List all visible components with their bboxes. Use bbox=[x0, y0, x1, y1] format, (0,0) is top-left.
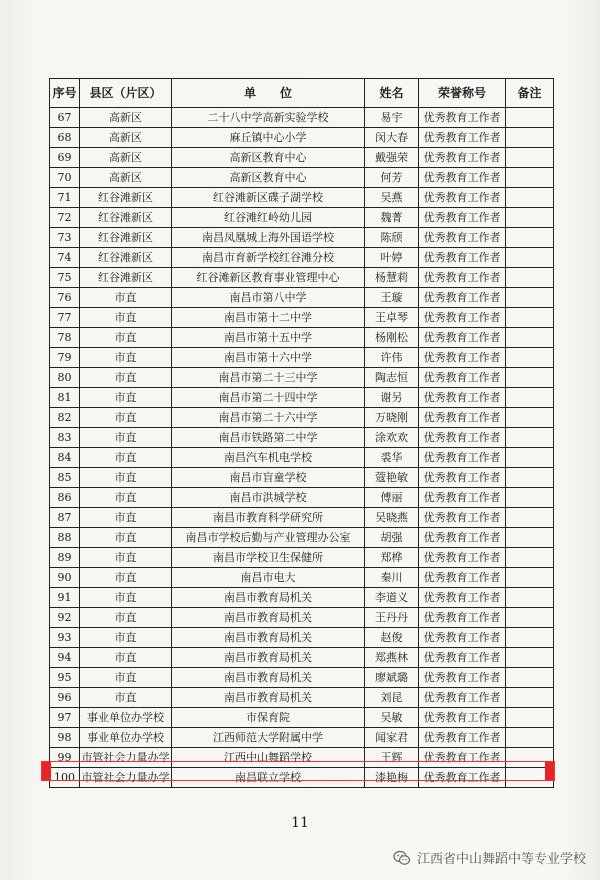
cell-serial: 76 bbox=[50, 288, 80, 308]
cell-serial: 95 bbox=[50, 668, 80, 688]
cell-district: 红谷滩新区 bbox=[80, 208, 172, 228]
cell-remarks bbox=[506, 248, 554, 268]
cell-honor: 优秀教育工作者 bbox=[419, 448, 506, 468]
cell-unit: 二十八中学高新实验学校 bbox=[172, 108, 365, 128]
cell-unit: 南昌市第二十六中学 bbox=[172, 408, 365, 428]
cell-unit: 南昌市第十五中学 bbox=[172, 328, 365, 348]
cell-name: 吴燕 bbox=[365, 188, 419, 208]
table-row bbox=[50, 508, 554, 528]
cell-honor: 优秀教育工作者 bbox=[419, 148, 506, 168]
cell-remarks bbox=[506, 628, 554, 648]
cell-name: 胡强 bbox=[365, 528, 419, 548]
cell-unit: 高新区教育中心 bbox=[172, 148, 365, 168]
cell-district: 高新区 bbox=[80, 108, 172, 128]
header-honor: 荣誉称号 bbox=[419, 79, 506, 108]
cell-name: 何芳 bbox=[365, 168, 419, 188]
cell-name: 刘昆 bbox=[365, 688, 419, 708]
highlight-marker-right bbox=[545, 761, 555, 781]
cell-honor: 优秀教育工作者 bbox=[419, 428, 506, 448]
cell-unit: 麻丘镇中心小学 bbox=[172, 128, 365, 148]
cell-unit: 南昌汽车机电学校 bbox=[172, 448, 365, 468]
cell-serial: 86 bbox=[50, 488, 80, 508]
cell-unit: 南昌市电大 bbox=[172, 568, 365, 588]
cell-remarks bbox=[506, 228, 554, 248]
cell-serial: 69 bbox=[50, 148, 80, 168]
table-row bbox=[50, 628, 554, 648]
cell-remarks bbox=[506, 708, 554, 728]
cell-serial: 100 bbox=[50, 768, 80, 788]
cell-serial: 92 bbox=[50, 608, 80, 628]
cell-unit: 南昌市第十二中学 bbox=[172, 308, 365, 328]
cell-honor: 优秀教育工作者 bbox=[419, 528, 506, 548]
cell-name: 叶婷 bbox=[365, 248, 419, 268]
cell-district: 市管社会力量办学 bbox=[80, 768, 172, 788]
cell-district: 市直 bbox=[80, 668, 172, 688]
cell-district: 市直 bbox=[80, 488, 172, 508]
cell-honor: 优秀教育工作者 bbox=[419, 588, 506, 608]
cell-unit: 南昌市育新学校红谷滩分校 bbox=[172, 248, 365, 268]
cell-unit: 红谷滩新区碟子湖学校 bbox=[172, 188, 365, 208]
cell-district: 红谷滩新区 bbox=[80, 268, 172, 288]
cell-remarks bbox=[506, 528, 554, 548]
cell-district: 高新区 bbox=[80, 148, 172, 168]
cell-serial: 82 bbox=[50, 408, 80, 428]
cell-serial: 67 bbox=[50, 108, 80, 128]
table-row bbox=[50, 708, 554, 728]
cell-district: 市直 bbox=[80, 608, 172, 628]
cell-remarks bbox=[506, 348, 554, 368]
cell-name: 傅丽 bbox=[365, 488, 419, 508]
cell-remarks bbox=[506, 388, 554, 408]
cell-unit: 南昌市第八中学 bbox=[172, 288, 365, 308]
cell-remarks bbox=[506, 588, 554, 608]
table-row bbox=[50, 348, 554, 368]
cell-serial: 78 bbox=[50, 328, 80, 348]
table-row bbox=[50, 268, 554, 288]
cell-remarks bbox=[506, 328, 554, 348]
table-row bbox=[50, 428, 554, 448]
table-row bbox=[50, 588, 554, 608]
table-row bbox=[50, 248, 554, 268]
cell-unit: 江西师范大学附属中学 bbox=[172, 728, 365, 748]
cell-honor: 优秀教育工作者 bbox=[419, 368, 506, 388]
cell-district: 市直 bbox=[80, 428, 172, 448]
cell-honor: 优秀教育工作者 bbox=[419, 188, 506, 208]
cell-serial: 94 bbox=[50, 648, 80, 668]
cell-remarks bbox=[506, 668, 554, 688]
cell-name: 廖斌璐 bbox=[365, 668, 419, 688]
cell-honor: 优秀教育工作者 bbox=[419, 208, 506, 228]
cell-remarks bbox=[506, 688, 554, 708]
cell-name: 许伟 bbox=[365, 348, 419, 368]
cell-honor: 优秀教育工作者 bbox=[419, 108, 506, 128]
cell-district: 市直 bbox=[80, 528, 172, 548]
cell-remarks bbox=[506, 108, 554, 128]
cell-honor: 优秀教育工作者 bbox=[419, 568, 506, 588]
cell-remarks bbox=[506, 168, 554, 188]
cell-honor: 优秀教育工作者 bbox=[419, 728, 506, 748]
table-row bbox=[50, 528, 554, 548]
cell-unit: 南昌市第二十四中学 bbox=[172, 388, 365, 408]
cell-remarks bbox=[506, 368, 554, 388]
cell-unit: 市保育院 bbox=[172, 708, 365, 728]
cell-name: 闻家君 bbox=[365, 728, 419, 748]
cell-honor: 优秀教育工作者 bbox=[419, 348, 506, 368]
cell-unit: 南昌市教育局机关 bbox=[172, 688, 365, 708]
cell-honor: 优秀教育工作者 bbox=[419, 688, 506, 708]
cell-district: 红谷滩新区 bbox=[80, 228, 172, 248]
cell-honor: 优秀教育工作者 bbox=[419, 248, 506, 268]
cell-remarks bbox=[506, 548, 554, 568]
cell-name: 王卓琴 bbox=[365, 308, 419, 328]
cell-name: 杨刚松 bbox=[365, 328, 419, 348]
cell-district: 市直 bbox=[80, 548, 172, 568]
cell-district: 事业单位办学校 bbox=[80, 708, 172, 728]
cell-unit: 江西中山舞蹈学校 bbox=[172, 748, 365, 768]
cell-district: 市直 bbox=[80, 628, 172, 648]
cell-serial: 83 bbox=[50, 428, 80, 448]
wechat-icon bbox=[393, 849, 411, 867]
cell-serial: 75 bbox=[50, 268, 80, 288]
cell-name: 吴晓燕 bbox=[365, 508, 419, 528]
cell-serial: 84 bbox=[50, 448, 80, 468]
table-row bbox=[50, 148, 554, 168]
cell-honor: 优秀教育工作者 bbox=[419, 768, 506, 788]
cell-name: 戴强荣 bbox=[365, 148, 419, 168]
cell-district: 红谷滩新区 bbox=[80, 248, 172, 268]
cell-honor: 优秀教育工作者 bbox=[419, 648, 506, 668]
cell-name: 谢另 bbox=[365, 388, 419, 408]
cell-honor: 优秀教育工作者 bbox=[419, 168, 506, 188]
cell-honor: 优秀教育工作者 bbox=[419, 468, 506, 488]
header-district: 县区（片区） bbox=[80, 79, 172, 108]
cell-district: 市直 bbox=[80, 328, 172, 348]
cell-unit: 南昌市第十六中学 bbox=[172, 348, 365, 368]
cell-serial: 96 bbox=[50, 688, 80, 708]
table-row bbox=[50, 648, 554, 668]
cell-remarks bbox=[506, 608, 554, 628]
header-remarks: 备注 bbox=[506, 79, 554, 108]
cell-serial: 93 bbox=[50, 628, 80, 648]
table-row bbox=[50, 228, 554, 248]
watermark bbox=[393, 848, 586, 867]
cell-district: 高新区 bbox=[80, 128, 172, 148]
cell-serial: 88 bbox=[50, 528, 80, 548]
table-row bbox=[50, 388, 554, 408]
cell-name: 秦川 bbox=[365, 568, 419, 588]
cell-remarks bbox=[506, 428, 554, 448]
cell-remarks bbox=[506, 148, 554, 168]
cell-name: 魏菁 bbox=[365, 208, 419, 228]
cell-remarks bbox=[506, 128, 554, 148]
table-row bbox=[50, 548, 554, 568]
cell-honor: 优秀教育工作者 bbox=[419, 708, 506, 728]
cell-remarks bbox=[506, 188, 554, 208]
cell-serial: 70 bbox=[50, 168, 80, 188]
cell-serial: 79 bbox=[50, 348, 80, 368]
table-row bbox=[50, 168, 554, 188]
cell-district: 市直 bbox=[80, 448, 172, 468]
cell-district: 市管社会力量办学 bbox=[80, 748, 172, 768]
cell-honor: 优秀教育工作者 bbox=[419, 508, 506, 528]
cell-name: 郑桦 bbox=[365, 548, 419, 568]
cell-unit: 南昌市学校后勤与产业管理办公室 bbox=[172, 528, 365, 548]
cell-district: 事业单位办学校 bbox=[80, 728, 172, 748]
table-row bbox=[50, 448, 554, 468]
cell-district: 市直 bbox=[80, 348, 172, 368]
cell-serial: 87 bbox=[50, 508, 80, 528]
table-row bbox=[50, 608, 554, 628]
table-row bbox=[50, 128, 554, 148]
cell-name: 万晓刚 bbox=[365, 408, 419, 428]
cell-serial: 99 bbox=[50, 748, 80, 768]
cell-serial: 89 bbox=[50, 548, 80, 568]
cell-serial: 68 bbox=[50, 128, 80, 148]
cell-serial: 81 bbox=[50, 388, 80, 408]
cell-serial: 98 bbox=[50, 728, 80, 748]
cell-honor: 优秀教育工作者 bbox=[419, 228, 506, 248]
cell-name: 陈颀 bbox=[365, 228, 419, 248]
table-row bbox=[50, 108, 554, 128]
header-unit: 单 位 bbox=[172, 79, 365, 108]
cell-unit: 南昌市教育局机关 bbox=[172, 588, 365, 608]
cell-serial: 72 bbox=[50, 208, 80, 228]
header-serial: 序号 bbox=[50, 79, 80, 108]
cell-name: 赵俊 bbox=[365, 628, 419, 648]
cell-name: 涂欢欢 bbox=[365, 428, 419, 448]
cell-name: 杨慧莉 bbox=[365, 268, 419, 288]
cell-serial: 77 bbox=[50, 308, 80, 328]
cell-name: 裘华 bbox=[365, 448, 419, 468]
cell-remarks bbox=[506, 728, 554, 748]
cell-district: 市直 bbox=[80, 388, 172, 408]
table-row bbox=[50, 208, 554, 228]
cell-unit: 高新区教育中心 bbox=[172, 168, 365, 188]
highlight-marker-left bbox=[41, 761, 51, 781]
cell-district: 市直 bbox=[80, 588, 172, 608]
table-row bbox=[50, 468, 554, 488]
page-number: 11 bbox=[291, 815, 309, 831]
cell-district: 市直 bbox=[80, 288, 172, 308]
cell-district: 市直 bbox=[80, 648, 172, 668]
cell-serial: 85 bbox=[50, 468, 80, 488]
cell-district: 市直 bbox=[80, 308, 172, 328]
cell-honor: 优秀教育工作者 bbox=[419, 748, 506, 768]
header-name: 姓名 bbox=[365, 79, 419, 108]
table-row bbox=[50, 328, 554, 348]
cell-unit: 红谷滩新区教育事业管理中心 bbox=[172, 268, 365, 288]
table-header-row bbox=[50, 79, 554, 108]
cell-honor: 优秀教育工作者 bbox=[419, 268, 506, 288]
cell-unit: 南昌市教育局机关 bbox=[172, 668, 365, 688]
cell-unit: 南昌联立学校 bbox=[172, 768, 365, 788]
table-row bbox=[50, 188, 554, 208]
cell-serial: 71 bbox=[50, 188, 80, 208]
cell-honor: 优秀教育工作者 bbox=[419, 488, 506, 508]
watermark-text: 江西省中山舞蹈中等专业学校 bbox=[416, 852, 586, 867]
cell-serial: 73 bbox=[50, 228, 80, 248]
cell-district: 市直 bbox=[80, 368, 172, 388]
cell-district: 市直 bbox=[80, 688, 172, 708]
cell-unit: 南昌市教育局机关 bbox=[172, 628, 365, 648]
cell-unit: 南昌市教育科学研究所 bbox=[172, 508, 365, 528]
table-row bbox=[50, 368, 554, 388]
cell-serial: 80 bbox=[50, 368, 80, 388]
cell-honor: 优秀教育工作者 bbox=[419, 628, 506, 648]
table-row bbox=[50, 308, 554, 328]
cell-name: 漆艳梅 bbox=[365, 768, 419, 788]
cell-name: 郑燕林 bbox=[365, 648, 419, 668]
cell-name: 吴敏 bbox=[365, 708, 419, 728]
honor-roster-table bbox=[49, 78, 554, 788]
table-row bbox=[50, 748, 554, 768]
cell-serial: 97 bbox=[50, 708, 80, 728]
table-row bbox=[50, 688, 554, 708]
cell-serial: 91 bbox=[50, 588, 80, 608]
cell-remarks bbox=[506, 408, 554, 428]
cell-unit: 南昌市铁路第二中学 bbox=[172, 428, 365, 448]
cell-remarks bbox=[506, 288, 554, 308]
cell-unit: 南昌市第二十三中学 bbox=[172, 368, 365, 388]
cell-remarks bbox=[506, 308, 554, 328]
cell-name: 易宇 bbox=[365, 108, 419, 128]
cell-remarks bbox=[506, 648, 554, 668]
cell-unit: 南昌市学校卫生保健所 bbox=[172, 548, 365, 568]
cell-unit: 南昌市教育局机关 bbox=[172, 608, 365, 628]
cell-district: 市直 bbox=[80, 568, 172, 588]
table-row bbox=[50, 668, 554, 688]
cell-unit: 南昌市教育局机关 bbox=[172, 648, 365, 668]
cell-honor: 优秀教育工作者 bbox=[419, 548, 506, 568]
cell-honor: 优秀教育工作者 bbox=[419, 668, 506, 688]
cell-honor: 优秀教育工作者 bbox=[419, 328, 506, 348]
cell-name: 王璇 bbox=[365, 288, 419, 308]
cell-name: 闵大春 bbox=[365, 128, 419, 148]
table-row bbox=[50, 768, 554, 788]
cell-unit: 南昌市洪城学校 bbox=[172, 488, 365, 508]
cell-remarks bbox=[506, 268, 554, 288]
cell-honor: 优秀教育工作者 bbox=[419, 408, 506, 428]
cell-name: 王丹丹 bbox=[365, 608, 419, 628]
table-row bbox=[50, 488, 554, 508]
cell-unit: 红谷滩红岭幼儿园 bbox=[172, 208, 365, 228]
cell-district: 市直 bbox=[80, 468, 172, 488]
cell-remarks bbox=[506, 468, 554, 488]
table-body bbox=[50, 108, 554, 788]
cell-remarks bbox=[506, 448, 554, 468]
table-row bbox=[50, 568, 554, 588]
cell-district: 市直 bbox=[80, 408, 172, 428]
table-row bbox=[50, 288, 554, 308]
cell-unit: 南昌市盲童学校 bbox=[172, 468, 365, 488]
table-row bbox=[50, 408, 554, 428]
cell-serial: 90 bbox=[50, 568, 80, 588]
cell-name: 陶志恒 bbox=[365, 368, 419, 388]
cell-honor: 优秀教育工作者 bbox=[419, 128, 506, 148]
cell-serial: 74 bbox=[50, 248, 80, 268]
cell-remarks bbox=[506, 488, 554, 508]
cell-name: 李道义 bbox=[365, 588, 419, 608]
cell-honor: 优秀教育工作者 bbox=[419, 608, 506, 628]
cell-remarks bbox=[506, 568, 554, 588]
cell-remarks bbox=[506, 208, 554, 228]
cell-unit: 南昌凤凰城上海外国语学校 bbox=[172, 228, 365, 248]
cell-name: 蔻艳敏 bbox=[365, 468, 419, 488]
cell-honor: 优秀教育工作者 bbox=[419, 308, 506, 328]
table-row bbox=[50, 728, 554, 748]
cell-district: 红谷滩新区 bbox=[80, 188, 172, 208]
cell-district: 市直 bbox=[80, 508, 172, 528]
cell-honor: 优秀教育工作者 bbox=[419, 288, 506, 308]
cell-honor: 优秀教育工作者 bbox=[419, 388, 506, 408]
cell-remarks bbox=[506, 508, 554, 528]
cell-district: 高新区 bbox=[80, 168, 172, 188]
cell-name: 王辉 bbox=[365, 748, 419, 768]
